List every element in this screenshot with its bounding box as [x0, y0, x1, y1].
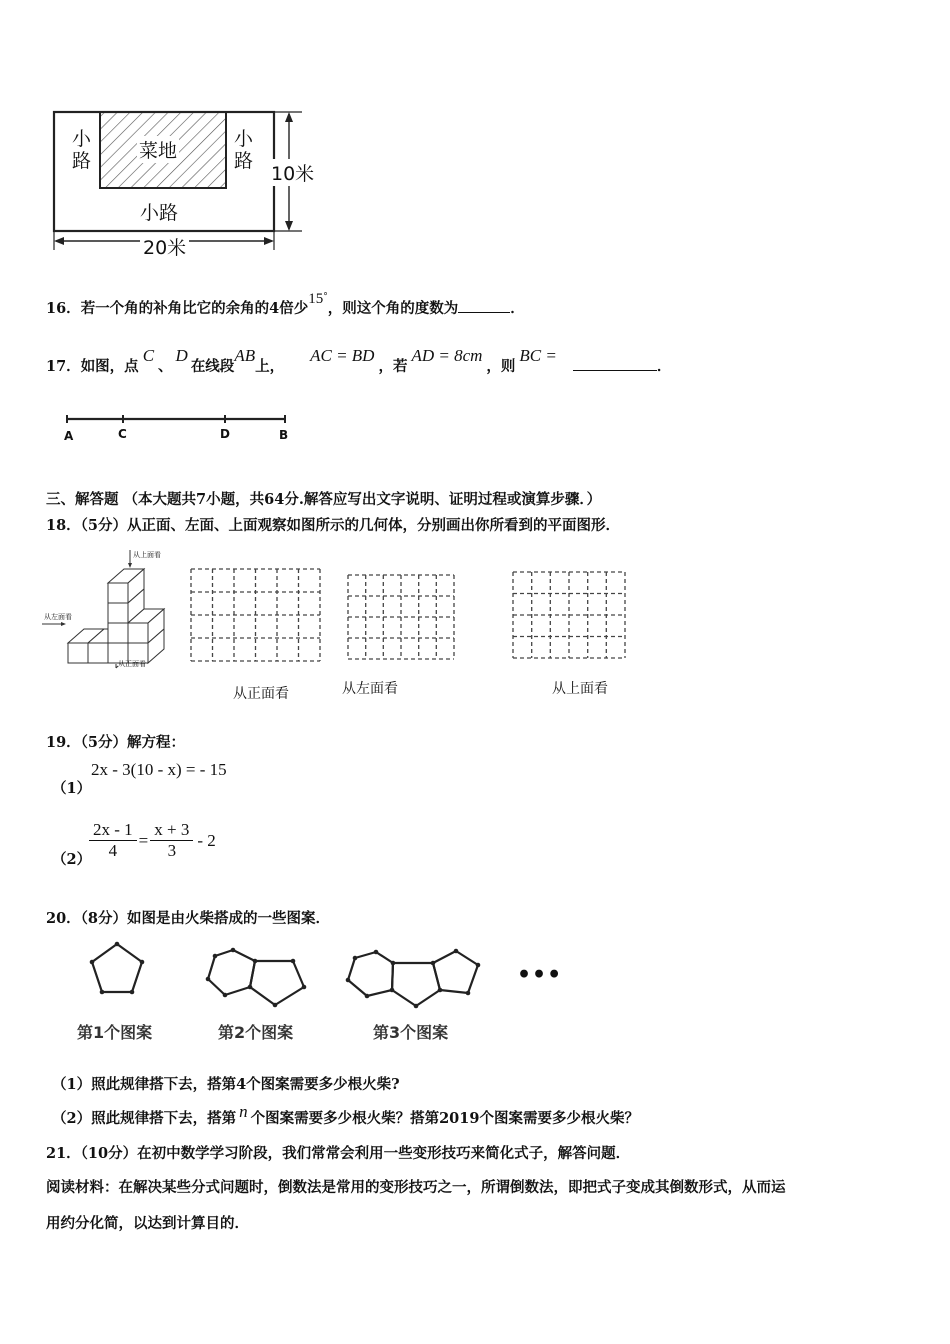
grid-front-view[interactable]: [188, 566, 323, 666]
answer-blank[interactable]: [573, 370, 657, 371]
question-17: 17．如图，点C、D在线段AB上，AC = BD，若AD = 8cm，则BC =．: [46, 346, 672, 375]
label-vegetable-plot: 菜地: [137, 136, 179, 163]
question-16: 16．若一个角的补角比它的余角的4倍少15°，则这个角的度数为 ．: [46, 291, 525, 317]
caption-front-view: 从正面看: [233, 686, 289, 702]
q20-sub-1: （1）照此规律搭下去，搭第4个图案需要多少根火柴?: [52, 1076, 400, 1093]
caption-pattern-3: 第3个图案: [373, 1023, 449, 1042]
label-path-bottom: 小路: [140, 202, 179, 224]
question-21: 21．（10分）在初中数学学习阶段，我们常常会利用一些变形技巧来简化式子，解答问题．: [46, 1145, 631, 1162]
caption-top-view: 从上面看: [552, 681, 608, 697]
arrow-label-left: 从左面看: [44, 613, 72, 621]
q20-sub-2: （2）照此规律搭下去，搭第 n 个图案需要多少根火柴？搭第2019个图案需要多少根火柴？: [52, 1102, 639, 1127]
question-20: 20．（8分）如图是由火柴搭成的一些图案．: [46, 910, 331, 927]
segment-label-a: A: [64, 429, 74, 443]
segment-label-d: D: [220, 427, 230, 441]
caption-pattern-1: 第1个图案: [77, 1023, 153, 1042]
segment-figure: [60, 410, 300, 450]
continuation-dots: •••: [517, 962, 563, 988]
matchstick-patterns: [80, 935, 563, 1010]
label-height: 10米: [271, 159, 314, 186]
section-3-heading: 三、解答题 （本大题共7小题，共64分.解答应写出文字说明、证明过程或演算步骤．）: [46, 491, 602, 508]
grid-top-view[interactable]: [510, 569, 628, 661]
label-path-left: 小 路: [72, 128, 92, 172]
question-18: 18．（5分）从正面、左面、上面观察如图所示的几何体，分别画出你所看到的平面图形．: [46, 517, 621, 534]
caption-pattern-2: 第2个图案: [218, 1023, 294, 1042]
caption-left-view: 从左面看: [342, 681, 398, 697]
part-2-label: （2）: [52, 851, 92, 868]
label-path-right: 小 路: [234, 128, 254, 172]
part-1-label: （1）: [52, 780, 92, 797]
reading-material-line-1: 阅读材料：在解决某些分式问题时，倒数法是常用的变形技巧之一，所谓倒数法，即把式子变成其倒数形式，从而运: [46, 1179, 786, 1196]
equation-1: 2x - 3(10 - x) = - 15: [91, 760, 227, 779]
arrow-label-top: 从上面看: [133, 551, 161, 559]
answer-blank[interactable]: [458, 312, 510, 313]
arrow-label-front: 从正面看: [118, 660, 146, 668]
segment-label-b: B: [279, 428, 289, 442]
grid-left-view[interactable]: [345, 572, 457, 662]
equation-2: $\frac{2x - 1}{4}$ = $\frac{x + 3}{3}$ - 2: [89, 820, 216, 861]
question-19: 19．（5分）解方程：: [46, 734, 186, 751]
segment-label-c: C: [118, 427, 127, 441]
reading-material-line-2: 用约分化简，以达到计算目的．: [46, 1215, 249, 1232]
label-width: 20米: [140, 233, 189, 260]
